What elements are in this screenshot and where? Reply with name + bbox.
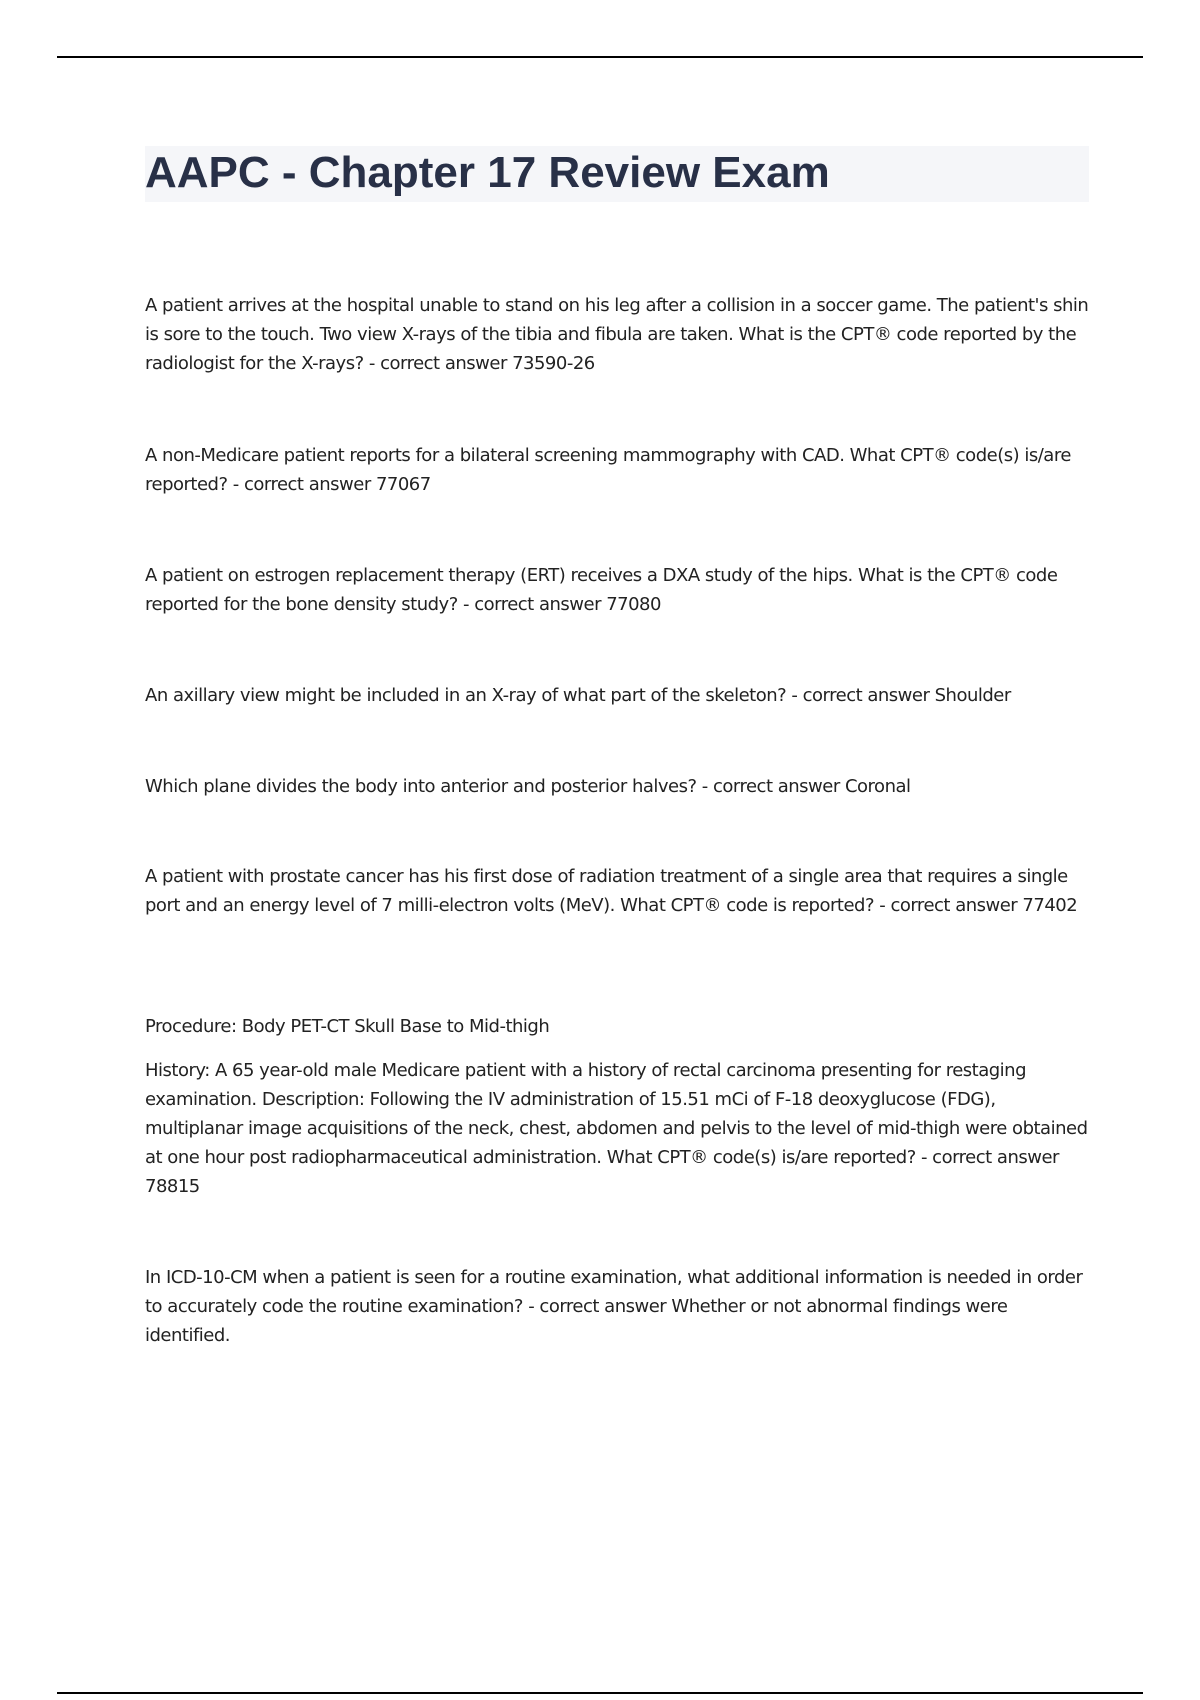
question-7-procedure: Procedure: Body PET-CT Skull Base to Mid-thigh — [145, 1016, 550, 1037]
question-4: An axillary view might be included in an X-ray of what part of the skeleton? - correct answer Shoulder — [145, 685, 1011, 706]
question-7-history: History: A 65 year-old male Medicare patient with a history of rectal carcinoma presenting for restaging examination. Description: Following the IV administration of 15.51 mCi of F-18 deoxyglucose (FDG), multiplanar image acquisitions of the neck, chest, abdomen and pelvis to the level of mid-thigh were obtained at one hour post radiopharmaceutical administration. What CPT® code(s) is/are reported? - correct answer 78815 — [145, 1060, 1088, 1197]
top-divider — [57, 56, 1143, 58]
bottom-divider — [57, 1692, 1143, 1694]
page-title: AAPC - Chapter 17 Review Exam — [145, 148, 830, 197]
question-5: Which plane divides the body into anterior and posterior halves? - correct answer Coronal — [145, 776, 911, 797]
question-2: A non-Medicare patient reports for a bilateral screening mammography with CAD. What CPT® code(s) is/are reported? - correct answer 77067 — [145, 445, 1071, 495]
question-1: A patient arrives at the hospital unable to stand on his leg after a collision in a soccer game. The patient's shin is sore to the touch. Two view X-rays of the tibia and fibula are taken. What is the CPT® code reported by the radiologist for the X-rays? - correct answer 73590-26 — [145, 295, 1089, 374]
question-8: In ICD-10-CM when a patient is seen for a routine examination, what additional information is needed in order to accurately code the routine examination? - correct answer Whether or not abnormal findings were identified. — [145, 1267, 1083, 1346]
question-6: A patient with prostate cancer has his first dose of radiation treatment of a single area that requires a single port and an energy level of 7 milli-electron volts (MeV). What CPT® code is reported? - correct answer 77402 — [145, 866, 1078, 916]
question-3: A patient on estrogen replacement therapy (ERT) receives a DXA study of the hips. What is the CPT® code reported for the bone density study? - correct answer 77080 — [145, 565, 1058, 615]
